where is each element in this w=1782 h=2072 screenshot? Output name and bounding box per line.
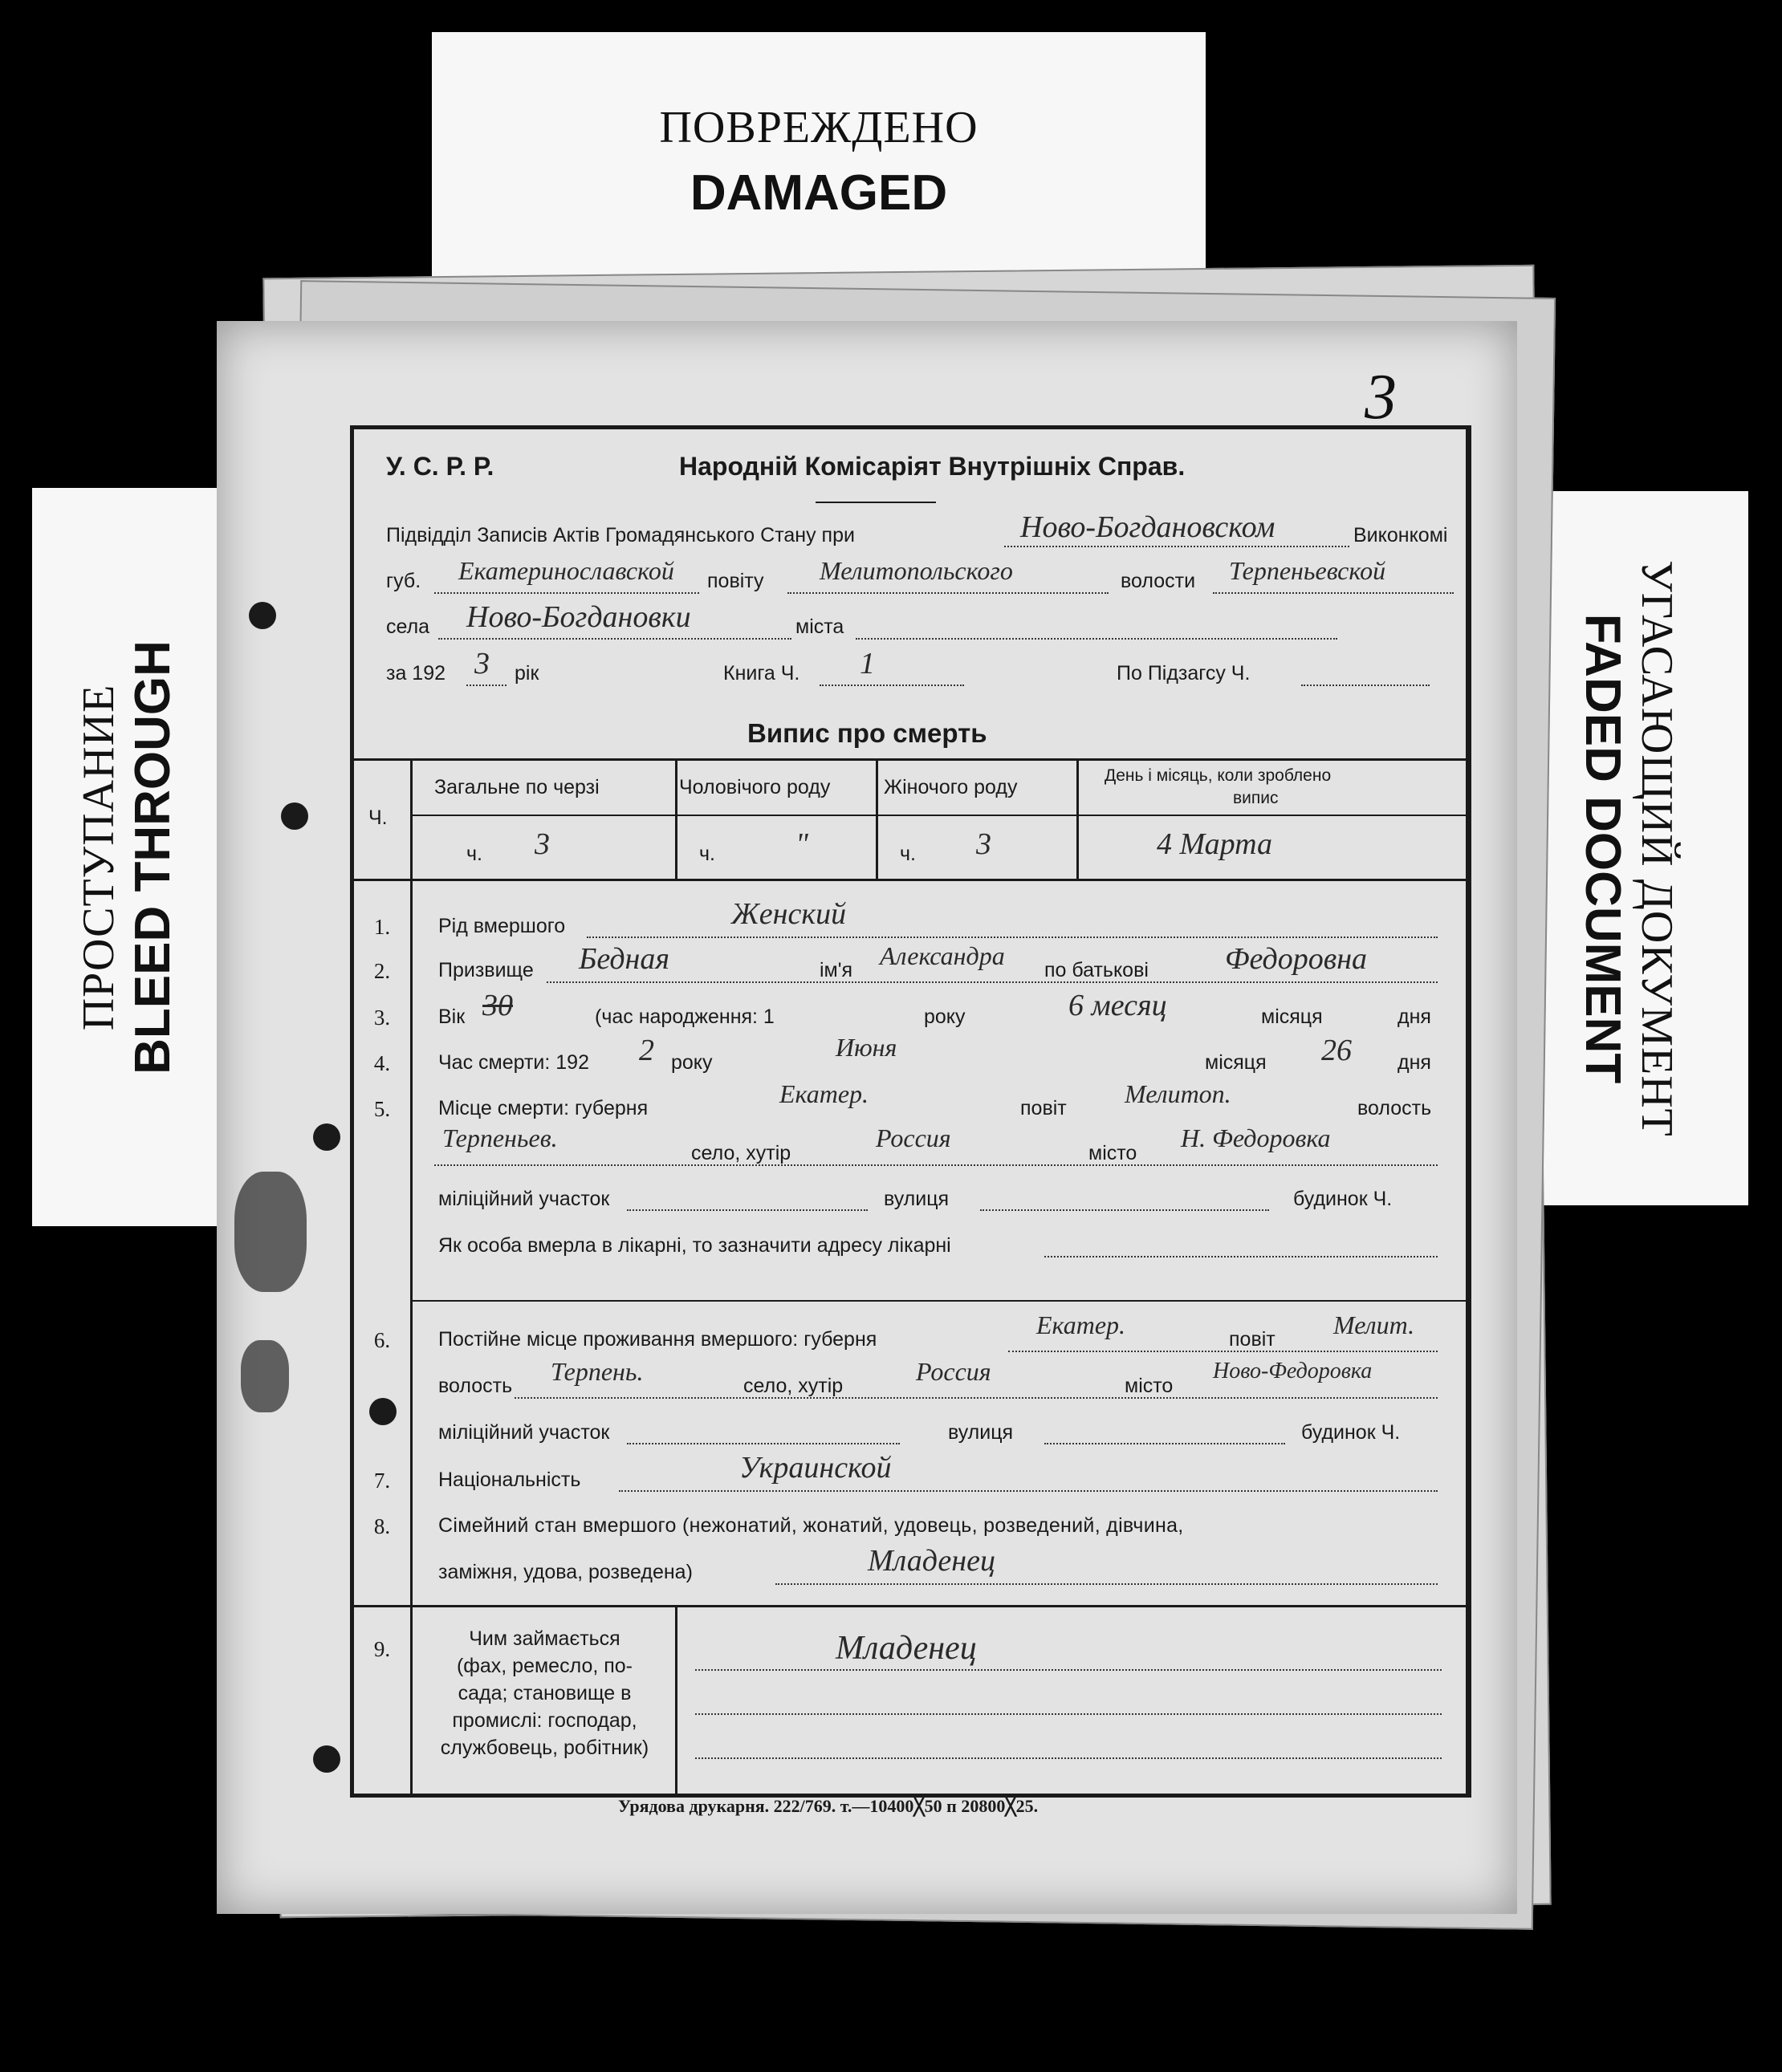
faded-flag-ru: УГАСАЮЩИЙ ДОКУМЕНТ bbox=[1631, 559, 1682, 1137]
punch-hole bbox=[313, 1123, 340, 1151]
underline bbox=[438, 638, 791, 640]
age-value: 30 bbox=[482, 989, 513, 1022]
table-border bbox=[410, 815, 1466, 816]
povit-label: повіту bbox=[707, 570, 764, 592]
female-ch-prefix: ч. bbox=[900, 843, 916, 865]
res-house-label: будинок Ч. bbox=[1301, 1421, 1401, 1444]
surname-value: Бедная bbox=[579, 942, 670, 976]
year-label: за 192 bbox=[386, 662, 446, 685]
table-border bbox=[410, 758, 413, 879]
death-volost-value: Терпеньев. bbox=[442, 1123, 558, 1152]
general-count-label: Загальне по черзі bbox=[434, 776, 600, 798]
birth-day-label: дня bbox=[1398, 1006, 1431, 1028]
underline bbox=[1044, 1256, 1438, 1257]
bleed-flag-ru: ПРОСТУПАНИЕ bbox=[73, 684, 124, 1030]
selo-value: Ново-Богдановки bbox=[466, 600, 691, 634]
death-house-label: будинок Ч. bbox=[1293, 1188, 1393, 1210]
row-divider bbox=[410, 1300, 1466, 1302]
res-street-label: вулиця bbox=[948, 1421, 1014, 1444]
underline bbox=[434, 592, 699, 594]
gub-value: Екатеринославской bbox=[458, 556, 674, 585]
punch-hole bbox=[249, 602, 276, 629]
res-volost-value: Терпень. bbox=[551, 1357, 644, 1386]
table-border bbox=[354, 758, 1466, 761]
book-value: 1 bbox=[860, 647, 875, 681]
death-police-label: міліційний участок bbox=[438, 1188, 610, 1210]
row-number: 5. bbox=[373, 1097, 391, 1121]
count-ch-label: Ч. bbox=[368, 806, 388, 829]
patronymic-label: по батькові bbox=[1044, 959, 1149, 981]
table-border bbox=[1076, 758, 1079, 879]
occupation-label-line: Чим займається bbox=[469, 1627, 620, 1650]
year-suffix: рік bbox=[515, 662, 539, 685]
table-border bbox=[354, 1605, 1466, 1607]
occupation-label-line: сада; становище в bbox=[458, 1682, 632, 1704]
death-misto-label: місто bbox=[1088, 1142, 1137, 1164]
death-month-value: Июня bbox=[836, 1033, 897, 1062]
birth-year-label: року bbox=[924, 1006, 966, 1028]
table-border bbox=[675, 758, 677, 879]
name-value: Александра bbox=[880, 941, 1005, 970]
underline bbox=[695, 1757, 1442, 1759]
row1-label: Рід вмершого bbox=[438, 915, 566, 937]
row2-label: Призвище bbox=[438, 959, 534, 981]
gub-label: губ. bbox=[386, 570, 421, 592]
underline bbox=[980, 1209, 1269, 1211]
male-count-label: Чоловічого роду bbox=[679, 776, 831, 798]
underline bbox=[627, 1443, 900, 1444]
date-value: 4 Марта bbox=[1157, 827, 1273, 861]
occupation-label-line: службовець, робітник) bbox=[440, 1737, 649, 1759]
birth-month-value: 6 месяц bbox=[1068, 989, 1167, 1022]
underline bbox=[1008, 1351, 1438, 1352]
underline bbox=[1004, 546, 1349, 547]
republic-label: У. С. Р. Р. bbox=[386, 452, 494, 481]
bleed-flag-en: BLEED THROUGH bbox=[124, 640, 181, 1075]
underline bbox=[775, 1583, 1438, 1585]
volost-value: Терпеньевской bbox=[1229, 556, 1386, 585]
date-label: День і місяць, коли зроблено bbox=[1105, 766, 1332, 785]
male-ch-prefix: ч. bbox=[699, 843, 715, 865]
year-value: 3 bbox=[474, 647, 490, 681]
underline bbox=[627, 1209, 868, 1211]
table-border bbox=[354, 879, 1466, 881]
nationality-value: Украинской bbox=[739, 1451, 892, 1485]
death-day-value: 26 bbox=[1321, 1034, 1352, 1067]
death-day-label: дня bbox=[1398, 1051, 1431, 1074]
occupation-value: Младенец bbox=[836, 1630, 977, 1667]
row-number: 7. bbox=[373, 1469, 391, 1493]
death-selo-value: Россия bbox=[876, 1123, 951, 1152]
death-record-form bbox=[350, 425, 1471, 1798]
underline bbox=[1301, 685, 1430, 686]
male-count-value: " bbox=[795, 827, 808, 861]
marital-label: Сімейний стан вмершого (нежонатий, жонатий, удовець, розведений, дівчина, bbox=[438, 1514, 1184, 1537]
death-year-label: року bbox=[671, 1051, 713, 1074]
residence-label: Постійне місце проживання вмершого: губерня bbox=[438, 1328, 877, 1351]
res-misto-label: місто bbox=[1125, 1375, 1174, 1397]
office-line-label: Підвідділ Записів Актів Громадянського Стану при bbox=[386, 524, 855, 546]
underline bbox=[547, 981, 1438, 983]
underline bbox=[1044, 1443, 1285, 1444]
row-number: 9. bbox=[373, 1637, 391, 1661]
underline bbox=[466, 685, 507, 686]
table-border bbox=[675, 1605, 677, 1795]
underline bbox=[515, 1397, 1438, 1399]
age-label: Вік bbox=[438, 1006, 466, 1028]
ink-stain bbox=[234, 1172, 307, 1292]
volost-label: волости bbox=[1121, 570, 1196, 592]
res-povit-label: повіт bbox=[1229, 1328, 1275, 1351]
underline bbox=[787, 592, 1109, 594]
general-ch-prefix: ч. bbox=[466, 843, 482, 865]
death-selo-label: село, хутір bbox=[691, 1142, 791, 1164]
misto-label: міста bbox=[795, 616, 844, 638]
marital-value: Младенец bbox=[868, 1544, 995, 1578]
general-count-value: 3 bbox=[535, 827, 550, 861]
death-volost-label: волость bbox=[1357, 1097, 1432, 1119]
punch-hole bbox=[281, 802, 308, 830]
povit-value: Мелитопольского bbox=[820, 556, 1013, 585]
subsection-label: По Підзагсу Ч. bbox=[1117, 662, 1251, 685]
row-number: 4. bbox=[373, 1051, 391, 1075]
death-street-label: вулиця bbox=[884, 1188, 950, 1210]
nationality-label: Національність bbox=[438, 1469, 581, 1491]
punch-hole bbox=[313, 1745, 340, 1773]
bleed-through-flag bbox=[32, 488, 222, 1226]
document-title: Випис про смерть bbox=[747, 718, 987, 748]
female-count-label: Жіночого роду bbox=[884, 776, 1018, 798]
underline bbox=[695, 1669, 1442, 1671]
birth-month-label: місяця bbox=[1261, 1006, 1323, 1028]
res-selo-value: Россия bbox=[916, 1357, 991, 1386]
header-divider bbox=[816, 502, 936, 503]
res-volost-label: волость bbox=[438, 1375, 513, 1397]
death-povit-label: повіт bbox=[1020, 1097, 1067, 1119]
patronymic-value: Федоровна bbox=[1225, 942, 1368, 976]
occupation-label bbox=[418, 1625, 671, 1761]
office-suffix: Виконкомі bbox=[1353, 524, 1448, 546]
death-certificate-sheet bbox=[217, 321, 1517, 1914]
occupation-label-line: (фах, ремесло, по- bbox=[456, 1655, 633, 1677]
death-povit-value: Мелитоп. bbox=[1125, 1079, 1231, 1108]
office-value: Ново-Богдановском bbox=[1020, 510, 1275, 544]
res-gub-value: Екатер. bbox=[1036, 1310, 1126, 1339]
occupation-label-line: промислі: господар, bbox=[452, 1709, 637, 1732]
birth-label: (час народження: 1 bbox=[595, 1006, 775, 1028]
death-year-value: 2 bbox=[639, 1034, 654, 1067]
death-month-label: місяця bbox=[1205, 1051, 1267, 1074]
row-number: 2. bbox=[373, 959, 391, 983]
hospital-label: Як особа вмерла в лікарні, то зазначити адресу лікарні bbox=[438, 1234, 951, 1257]
res-police-label: міліційний участок bbox=[438, 1421, 610, 1444]
death-gub-value: Екатер. bbox=[779, 1079, 869, 1108]
marital-label-2: заміжня, удова, розведена) bbox=[438, 1561, 693, 1583]
death-time-label: Час смерти: 192 bbox=[438, 1051, 589, 1074]
faded-flag-en: FADED DOCUMENT bbox=[1574, 613, 1630, 1083]
death-misto-value: Н. Федоровка bbox=[1181, 1123, 1331, 1152]
row-number: 8. bbox=[373, 1514, 391, 1538]
commissariat-title: Народній Комісаріят Внутрішніх Справ. bbox=[679, 452, 1186, 481]
book-label: Книга Ч. bbox=[723, 662, 800, 685]
underline bbox=[587, 936, 1438, 938]
res-misto-value: Ново-Федоровка bbox=[1213, 1359, 1373, 1383]
underline bbox=[1213, 592, 1454, 594]
row-number: 1. bbox=[373, 915, 391, 939]
damaged-flag bbox=[432, 32, 1206, 290]
row-number: 3. bbox=[373, 1006, 391, 1030]
underline bbox=[619, 1490, 1438, 1492]
res-povit-value: Мелит. bbox=[1333, 1310, 1415, 1339]
name-label: ім'я bbox=[820, 959, 853, 981]
ink-stain bbox=[241, 1340, 289, 1412]
death-place-label: Місце смерти: губерня bbox=[438, 1097, 649, 1119]
table-border bbox=[876, 758, 878, 879]
res-selo-label: село, хутір bbox=[743, 1375, 844, 1397]
damaged-flag-ru: ПОВРЕЖДЕНО bbox=[659, 102, 978, 152]
row-number: 6. bbox=[373, 1328, 391, 1352]
page-number: 3 bbox=[1365, 362, 1397, 433]
row1-value: Женский bbox=[731, 897, 847, 931]
printer-footer: Урядова друкарня. 222/769. т.—10400╳50 п 20800╳25. bbox=[618, 1796, 1039, 1816]
underline bbox=[695, 1713, 1442, 1715]
underline bbox=[434, 1164, 1438, 1166]
female-count-value: 3 bbox=[976, 827, 991, 861]
selo-label: села bbox=[386, 616, 430, 638]
date-label-2: випис bbox=[1233, 789, 1279, 807]
underline bbox=[856, 638, 1337, 640]
underline bbox=[820, 685, 964, 686]
damaged-flag-en: DAMAGED bbox=[690, 165, 948, 221]
